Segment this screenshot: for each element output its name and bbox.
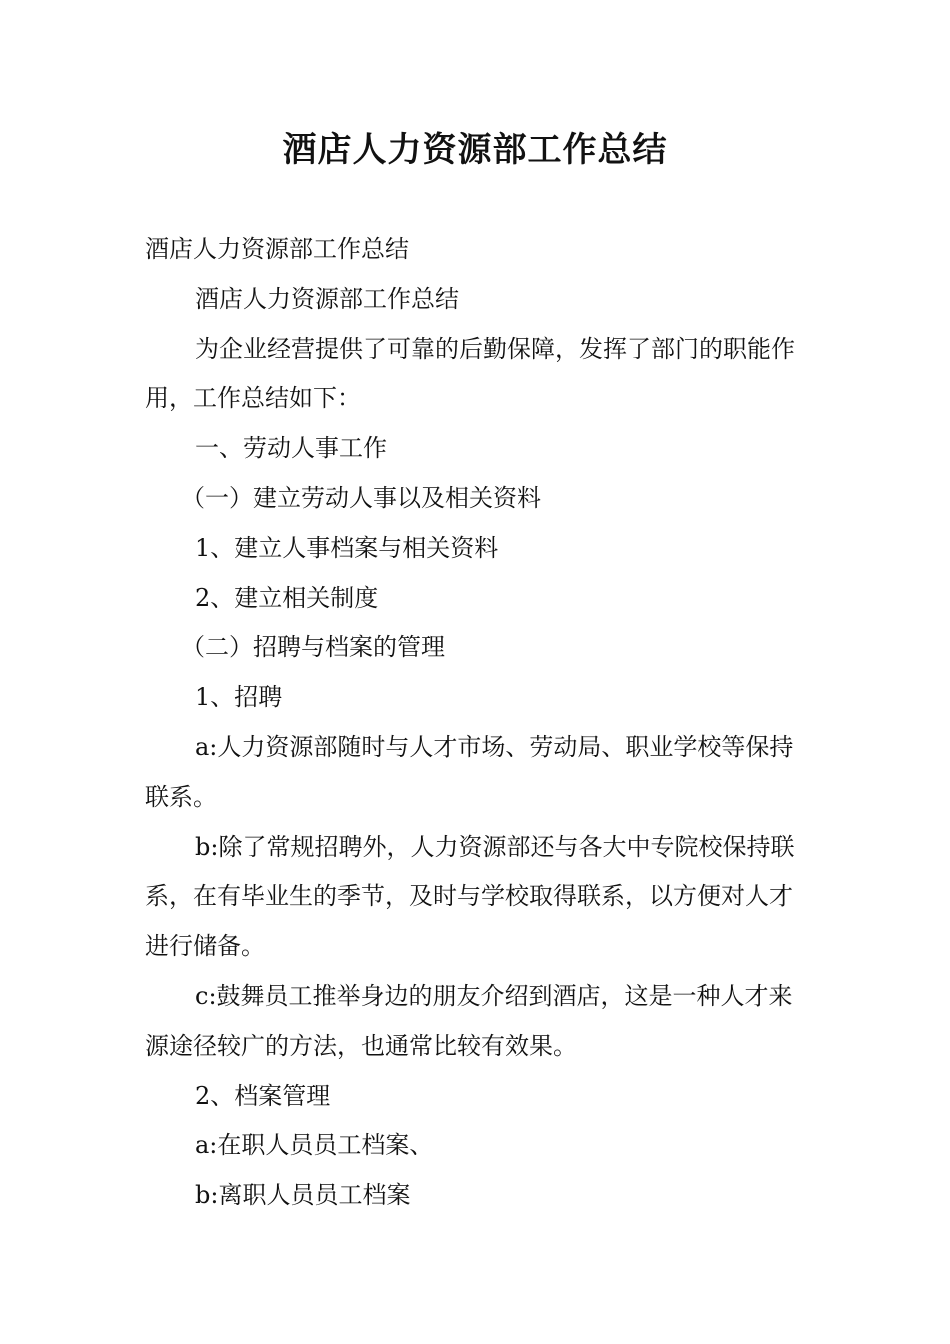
list-item: a:在职人员员工档案、 [195, 1131, 434, 1160]
paragraph-item-b: b:除了常规招聘外，人力资源部还与各大中专院校保持联系，在有毕业生的季节，及时与学校取得联系，以方便对人才进行储备。 [145, 832, 795, 961]
paragraph-item-c: c:鼓舞员工推举身边的朋友介绍到酒店，这是一种人才来源途径较广的方法，也通常比较有效果。 [145, 981, 793, 1060]
subsection-heading-records: （一）建立劳动人事以及相关资料 [181, 483, 541, 512]
document-body [145, 225, 810, 1221]
paragraph-heading-repeat: 酒店人力资源部工作总结 [145, 235, 409, 263]
subsection-heading-recruiting: （二）招聘与档案的管理 [181, 633, 445, 662]
list-item: 2、档案管理 [195, 1081, 331, 1110]
list-item: 1、建立人事档案与相关资料 [195, 533, 499, 562]
document-title: 酒店人力资源部工作总结 [282, 130, 668, 170]
paragraph-intro: 为企业经营提供了可靠的后勤保障，发挥了部门的职能作用，工作总结如下： [145, 334, 795, 413]
paragraph-subtitle: 酒店人力资源部工作总结 [195, 284, 459, 313]
list-item: 1、招聘 [195, 683, 283, 712]
list-item: b:离职人员员工档案 [195, 1181, 411, 1210]
section-heading-labor: 一、劳动人事工作 [195, 434, 387, 463]
list-item: 2、建立相关制度 [195, 583, 379, 612]
paragraph-item-a: a:人力资源部随时与人才市场、劳动局、职业学校等保持联系。 [145, 732, 794, 811]
